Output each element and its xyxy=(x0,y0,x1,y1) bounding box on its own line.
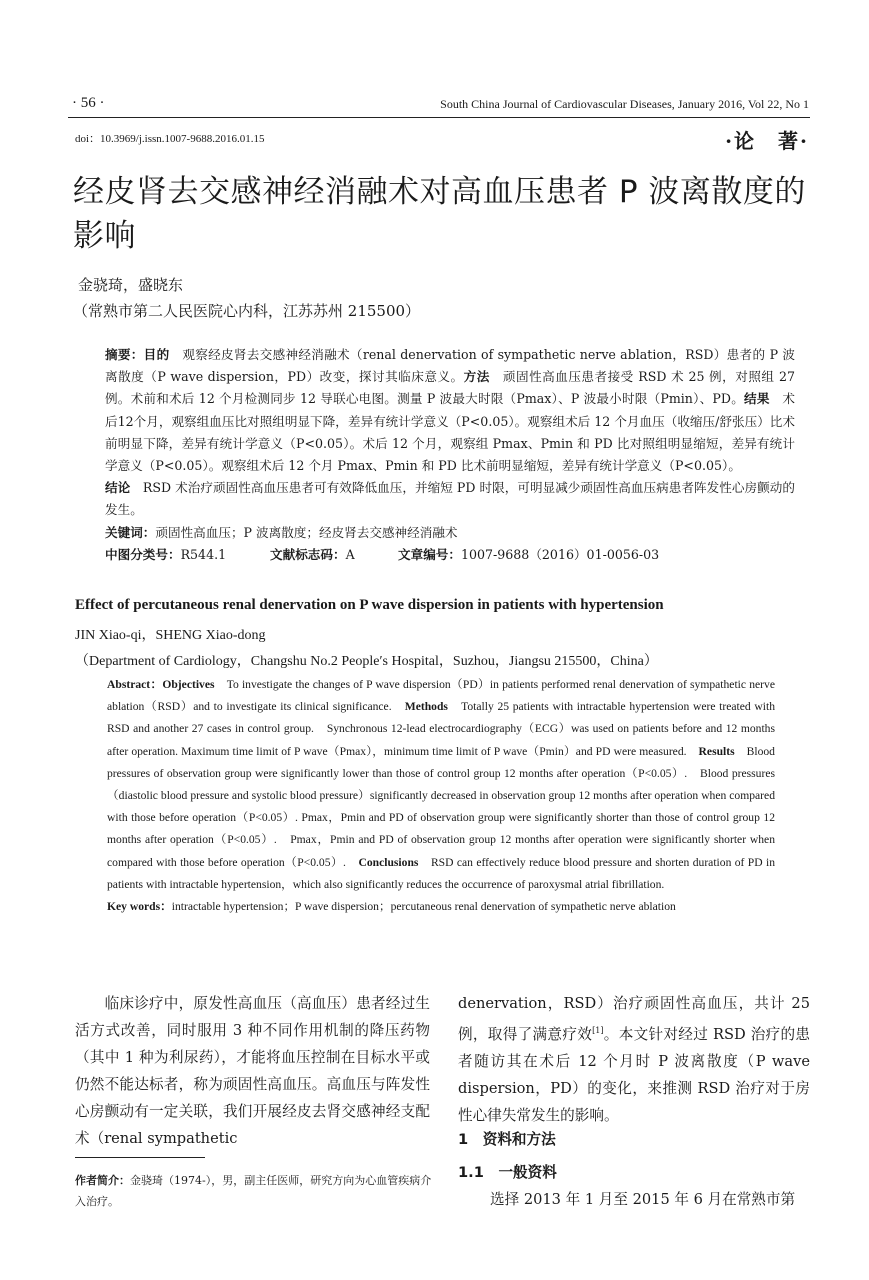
doc-code-value: A xyxy=(345,546,355,562)
intro-continuation-text: denervation，RSD）治疗顽固性高血压，共计 25 例，取得了满意疗效 xyxy=(458,995,810,1043)
section-1-1-text: 选择 2013 年 1 月至 2015 年 6 月在常熟市第 xyxy=(490,1191,796,1208)
article-no-label: 文章编号： xyxy=(398,546,461,562)
article-title-en: Effect of percutaneous renal denervation on P wave dispersion in patients with hypertension xyxy=(75,597,664,613)
article-no-item xyxy=(398,544,659,566)
objectives-text: 观察经皮肾去交感神经消融术（renal denervation of sympathetic nerve ablation，RSD）患者的 P 波离散度（P wave dispersion，PD）改变，探讨其临床意义。 xyxy=(105,347,795,385)
affiliation-cn: （常熟市第二人民医院心内科，江苏苏州 215500） xyxy=(73,302,421,320)
footnote-label: 作者简介： xyxy=(75,1174,130,1187)
keywords-label: 关键词： xyxy=(105,524,156,540)
section-heading-1-1: 1.1 一般资料 xyxy=(458,1164,557,1181)
keywords-en-label: Key words： xyxy=(107,900,172,914)
doi: doi：10.3969/j.issn.1007-9688.2016.01.15 xyxy=(75,133,265,145)
page-number: · 56 · xyxy=(72,95,105,111)
keywords-en-text: intractable hypertension；P wave dispersion；percutaneous renal denervation of sympathetic nerve ablation xyxy=(171,900,676,914)
section-heading-1: 1 资料和方法 xyxy=(458,1131,556,1148)
conclusions-para xyxy=(105,477,795,521)
classification-row xyxy=(105,544,795,566)
abstract-en xyxy=(107,674,775,918)
body-right-column xyxy=(458,990,810,1129)
abstract-cn-body xyxy=(105,344,795,477)
results-en-text: Blood pressures of observation group were significantly lower than those of control group 12 months after operation（P<0.05）. Blood pressures（diastolic blood pressure and systolic blood pressure）significantly decreased in observation group 12 months after operation when compared with those before operation（P<0.05）. Pmax，Pmin and PD of observation group were significantly shorter than those of control group 12 months after operation（P<0.05）. Pmax，Pmin and PD of observation group 12 months after operation were significantly shorter when compared with those before operation（P<0.05）. xyxy=(107,744,775,869)
header-rule xyxy=(68,117,810,118)
methods-en-text: Totally 25 patients with intractable hypertension were treated with RSD and another 27 cases in control group. Synchronous 12-lead electrocardiography（ECG）was used on patients before and 12 months after operation. Maximum time limit of P wave（Pmax），minimum time limit of P wave（Pmin）and PD were measured. xyxy=(107,700,775,758)
doc-code-label: 文献标志码： xyxy=(270,546,346,562)
column-tag: ·论 著· xyxy=(725,129,809,153)
intro-continuation-text-2: 。本文针对经过 RSD 治疗的患者随访其在术后 12 个月时 P 波离散度（P wave dispersion，PD）的变化，来推测 RSD 治疗对于房性心律失常发生的影响。 xyxy=(458,1025,810,1124)
methods-text: 顽固性高血压患者接受 RSD 术 25 例，对照组 27例。术前和术后 12 个月检测同步 12 导联心电图。测量 P 波最大时限（Pmax）、P 波最小时限（Pmin）、PD。 xyxy=(105,369,796,407)
keywords-en xyxy=(107,896,775,918)
abstract-label: 摘要： xyxy=(105,347,144,362)
objectives-en-text: To investigate the changes of P wave dispersion（PD）in patients performed renal denervation of sympathetic nerve ablation（RSD）and to investigate its clinical significance. xyxy=(107,678,775,714)
results-text: 术后12个月，观察组血压比对照组明显下降，差异有统计学意义（P<0.05）。观察组术后 12 个月血压（收缩压/舒张压）比术前明显下降，差异有统计学意义（P<0.05）。术后 12 个月，观察组 Pmax、Pmin 和 PD 比对照组明显缩短，差异有统计学意义（P<0.05）。观察组术后 12 个月 Pmax、Pmin 和 PD 比术前明显缩短，差异有统计学意义（P<0.05）。 xyxy=(105,391,796,474)
intro-continuation xyxy=(458,990,810,1129)
abstract-en-body xyxy=(107,674,775,896)
affiliation-en: （Department of Cardiology，Changshu No.2 People′s Hospital，Suzhou，Jiangsu 215500，China） xyxy=(75,654,658,669)
clc-value: R544.1 xyxy=(180,546,227,562)
footnote-rule xyxy=(75,1157,205,1158)
keywords-text: 顽固性高血压；P 波离散度；经皮肾去交感神经消融术 xyxy=(155,524,458,540)
keywords-cn xyxy=(105,522,795,544)
authors-en: JIN Xiao-qi，SHENG Xiao-dong xyxy=(75,628,266,643)
objectives-en-label: Objectives xyxy=(162,678,215,691)
footnote-text: 金骁琦（1974-），男，副主任医师，研究方向为心血管疾病介入治疗。 xyxy=(75,1174,432,1208)
clc-item xyxy=(105,544,270,566)
body-left-column xyxy=(75,990,430,1152)
article-title-cn: 经皮肾去交感神经消融术对高血压患者 P 波离散度的影响 xyxy=(73,174,806,254)
conclusions-en-text: RSD can effectively reduce blood pressure and shorten duration of PD in patients with intractable hypertension，which also significantly reduces the occurrence of paroxysmal atrial fibrillation. xyxy=(107,855,775,891)
conclusions-label: 结论 xyxy=(105,480,131,496)
methods-en-label: Methods xyxy=(404,700,448,714)
author-footnote xyxy=(75,1170,435,1212)
methods-label: 方法 xyxy=(463,369,490,385)
doc-code-item xyxy=(270,544,398,566)
conclusions-en-label: Conclusions xyxy=(358,855,419,869)
citation-ref: [1] xyxy=(592,1026,604,1035)
results-en-label: Results xyxy=(698,744,735,758)
conclusions-text: RSD 术治疗顽固性高血压患者可有效降低血压，并缩短 PD 时限，可明显减少顽固性高血压病患者阵发性心房颤动的发生。 xyxy=(105,480,795,518)
abstract-cn xyxy=(105,344,795,566)
abstract-en-label: Abstract： xyxy=(107,678,163,691)
authors-cn: 金骁琦，盛晓东 xyxy=(78,276,184,294)
intro-paragraph: 临床诊疗中，原发性高血压（高血压）患者经过生活方式改善，同时服用 3 种不同作用机制的降压药物（其中 1 种为利尿药），才能将血压控制在目标水平或仍然不能达标者，称为顽固性高血压。高血压与阵发性心房颤动有一定关联，我们开展经皮去肾交感神经支配术（renal sympathetic xyxy=(75,995,430,1147)
objectives-label: 目的 xyxy=(143,347,170,362)
results-label: 结果 xyxy=(744,391,770,407)
journal-header: South China Journal of Cardiovascular Diseases, January 2016, Vol 22, No 1 xyxy=(440,97,809,111)
clc-label: 中图分类号： xyxy=(105,546,181,562)
article-no-value: 1007-9688（2016）01-0056-03 xyxy=(460,546,660,562)
